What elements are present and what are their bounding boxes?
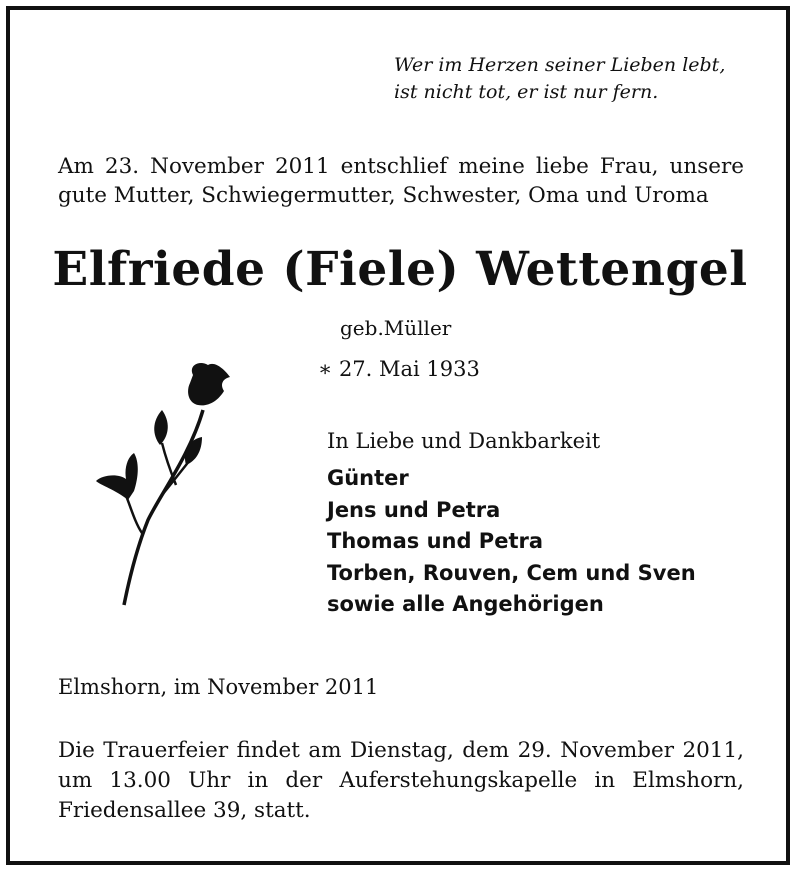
rose-icon bbox=[90, 355, 240, 610]
place-date: Elmshorn, im November 2011 bbox=[58, 675, 379, 699]
service-line-3: Friedensallee 39, statt. bbox=[58, 798, 311, 823]
service-info bbox=[58, 736, 744, 826]
intro-line-2: gute Mutter, Schwiegermutter, Schwester, Oma und Uroma bbox=[58, 183, 709, 208]
motto-line-1: Wer im Herzen seiner Lieben lebt, bbox=[394, 54, 726, 76]
mourner-name: Günter bbox=[327, 466, 409, 490]
mourners-heading: In Liebe und Dankbarkeit bbox=[327, 429, 601, 453]
maiden-name: geb.Müller bbox=[340, 316, 452, 340]
birth-date: ∗ 27. Mai 1933 bbox=[318, 357, 480, 381]
service-line-1: Die Trauerfeier findet am Dienstag, dem 29. November 2011, bbox=[58, 738, 744, 763]
intro-text bbox=[58, 152, 744, 210]
motto-quote bbox=[394, 52, 754, 106]
intro-line-1: Am 23. November 2011 entschlief meine liebe Frau, unsere bbox=[58, 154, 744, 179]
deceased-name: Elfriede (Fiele) Wettengel bbox=[52, 242, 748, 297]
mourners-list bbox=[327, 463, 696, 621]
motto-line-2: ist nicht tot, er ist nur fern. bbox=[394, 81, 659, 103]
mourner-name: Thomas und Petra bbox=[327, 529, 544, 553]
mourner-name: Torben, Rouven, Cem und Sven bbox=[327, 560, 696, 585]
mourner-name: Jens und Petra bbox=[327, 497, 501, 522]
mourner-name: sowie alle Angehörigen bbox=[327, 592, 604, 616]
service-line-2: um 13.00 Uhr in der Auferstehungskapelle in Elmshorn, bbox=[58, 768, 744, 793]
